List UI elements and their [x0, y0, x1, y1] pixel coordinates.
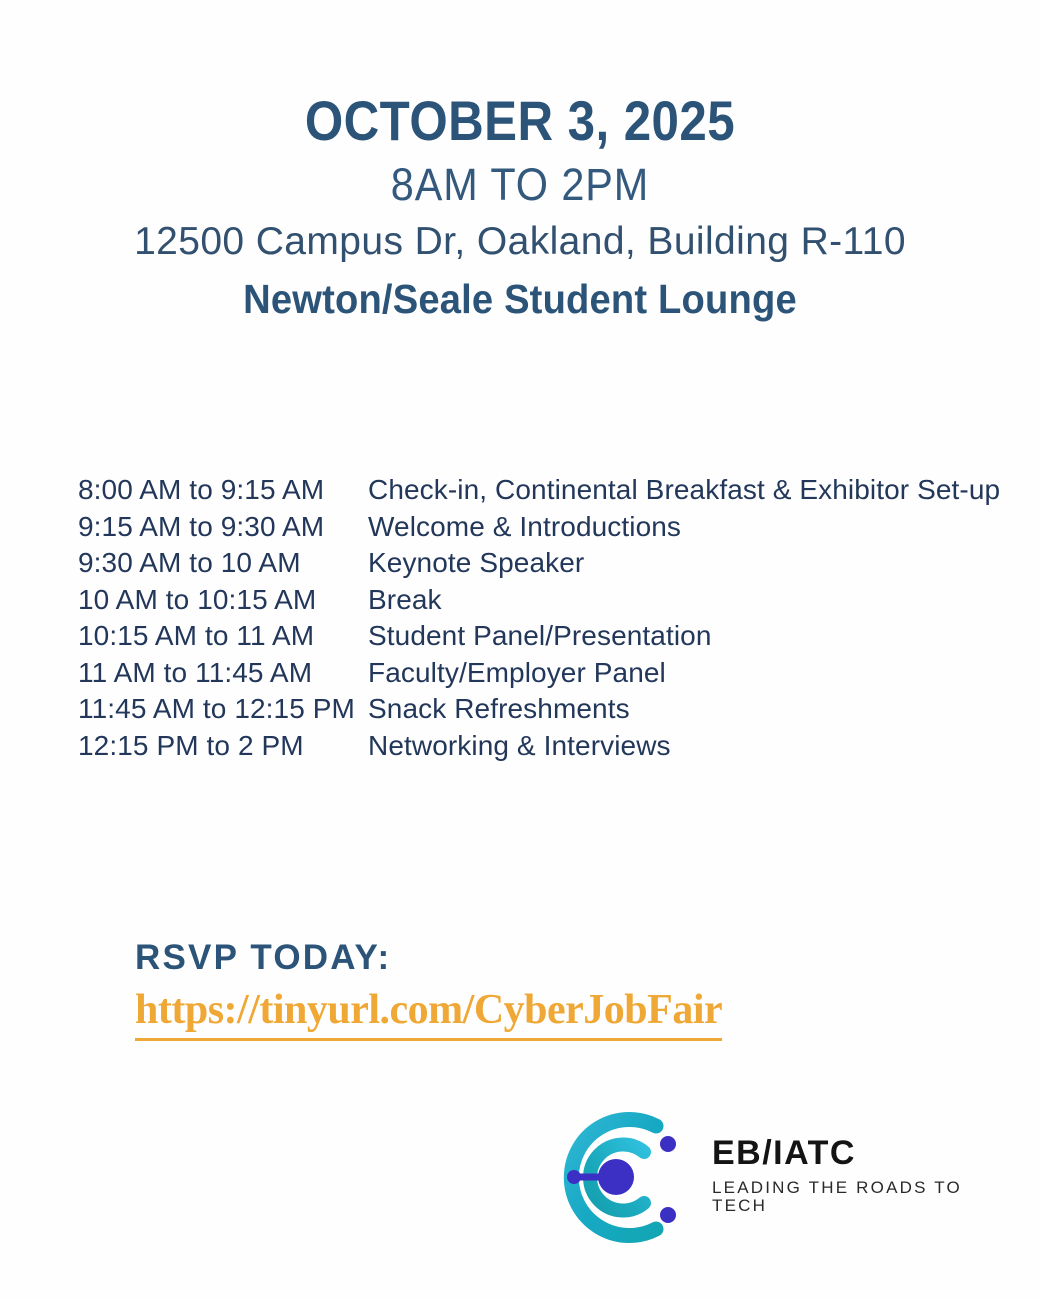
schedule-time: 11 AM to 11:45 AM: [78, 656, 313, 688]
schedule-time: 10 AM to 10:15 AM: [78, 583, 317, 615]
event-header: [0, 89, 1040, 325]
eb-iatc-logo-icon: [540, 1100, 695, 1255]
schedule-row: [78, 474, 1001, 511]
schedule-row: [78, 511, 998, 548]
schedule-row: [78, 620, 998, 657]
schedule-time: 9:30 AM to 10 AM: [78, 547, 301, 578]
schedule-description: Welcome & Introductions: [368, 510, 682, 542]
schedule-time: 12:15 PM to 2 PM: [78, 729, 304, 761]
schedule-row: [78, 693, 998, 730]
event-address: 12500 Campus Dr, Oakland, Building R-110: [134, 219, 906, 263]
logo-wordmark: [712, 1136, 1000, 1216]
rsvp-section: [135, 938, 722, 1041]
logo-name: EB/IATC: [712, 1134, 856, 1172]
schedule-description: Networking & Interviews: [368, 729, 671, 761]
schedule-description: Student Panel/Presentation: [368, 620, 712, 651]
schedule-time: 10:15 AM to 11 AM: [78, 620, 315, 651]
rsvp-url-link[interactable]: https://tinyurl.com/CyberJobFair: [135, 984, 722, 1041]
event-time-range: 8AM TO 2PM: [390, 158, 650, 210]
schedule-row: [78, 730, 998, 767]
schedule-time: 8:00 AM to 9:15 AM: [78, 474, 325, 505]
schedule-row: [78, 584, 998, 621]
schedule-description: Check-in, Continental Breakfast & Exhibitor Set-up: [368, 474, 1001, 505]
organization-logo: [540, 1100, 1000, 1260]
schedule-row: [78, 657, 998, 694]
schedule-time: 11:45 AM to 12:15 PM: [78, 693, 355, 724]
logo-tagline: LEADING THE ROADS TO TECH: [712, 1177, 962, 1216]
schedule-row: [78, 547, 998, 584]
schedule-description: Keynote Speaker: [368, 547, 585, 578]
event-date: OCTOBER 3, 2025: [304, 89, 736, 152]
rsvp-label: RSVP TODAY:: [135, 938, 392, 977]
schedule-description: Snack Refreshments: [368, 693, 630, 724]
schedule-time: 9:15 AM to 9:30 AM: [78, 510, 325, 542]
event-venue: Newton/Seale Student Lounge: [243, 276, 797, 323]
schedule-description: Break: [368, 583, 442, 615]
schedule-description: Faculty/Employer Panel: [368, 656, 666, 688]
schedule-list: [78, 474, 1001, 766]
